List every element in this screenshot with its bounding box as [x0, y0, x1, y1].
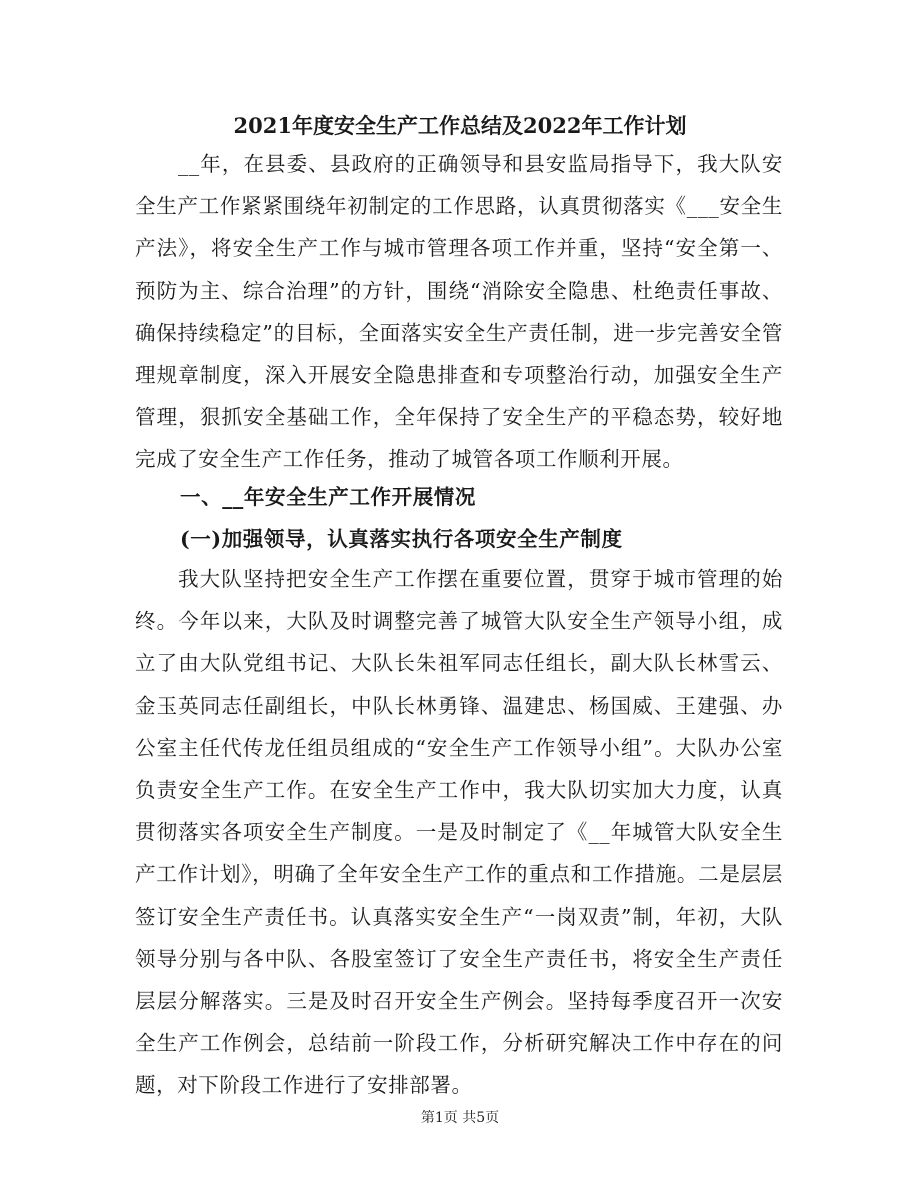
intro-paragraph: __年，在县委、县政府的正确领导和县安监局指导下，我大队安全生产工作紧紧围绕年初制定的工作思路，认真贯彻落实《___安全生产法》，将安全生产工作与城市管理各项工作并重，坚持“安全第一、预防为主、综合治理”的方针，围绕“消除安全隐患、杜绝责任事故、确保持续稳定”的目标，全面落实安全生产责任制，进一步完善安全管理规章制度，深入开展安全隐患排查和专项整治行动，加强安全生产管理，狠抓安全基础工作，全年保持了安全生产的平稳态势，较好地完成了安全生产工作任务，推动了城管各项工作顺利开展。	[135, 152, 783, 472]
page-indicator: 第1页 共5页	[420, 1110, 500, 1126]
section-heading: 一、__年安全生产工作开展情况	[180, 485, 476, 509]
subsection-heading: (一)加强领导，认真落实执行各项安全生产制度	[180, 527, 623, 551]
document-title: 2021年度安全生产工作总结及2022年工作计划	[233, 113, 687, 138]
section-paragraph: 我大队坚持把安全生产工作摆在重要位置，贯穿于城市管理的始终。今年以来，大队及时调整完善了城管大队安全生产领导小组，成立了由大队党组书记、大队长朱祖军同志任组长，副大队长林雪云、金玉英同志任副组长，中队长林勇锋、温建忠、杨国威、王建强、办公室主任代传龙任组员组成的“安全生产工作领导小组”。大队办公室负责安全生产工作。在安全生产工作中，我大队切实加大力度，认真贯彻落实各项安全生产制度。一是及时制定了《__年城管大队安全生产工作计划》，明确了全年安全生产工作的重点和工作措施。二是层层签订安全生产责任书。认真落实安全生产“一岗双责”制，年初，大队领导分别与各中队、各股室签订了安全生产责任书，将安全生产责任层层分解落实。三是及时召开安全生产例会。坚持每季度召开一次安全生产工作例会，总结前一阶段工作，分析研究解决工作中存在的问题，对下阶段工作进行了安排部署。	[135, 567, 783, 1098]
